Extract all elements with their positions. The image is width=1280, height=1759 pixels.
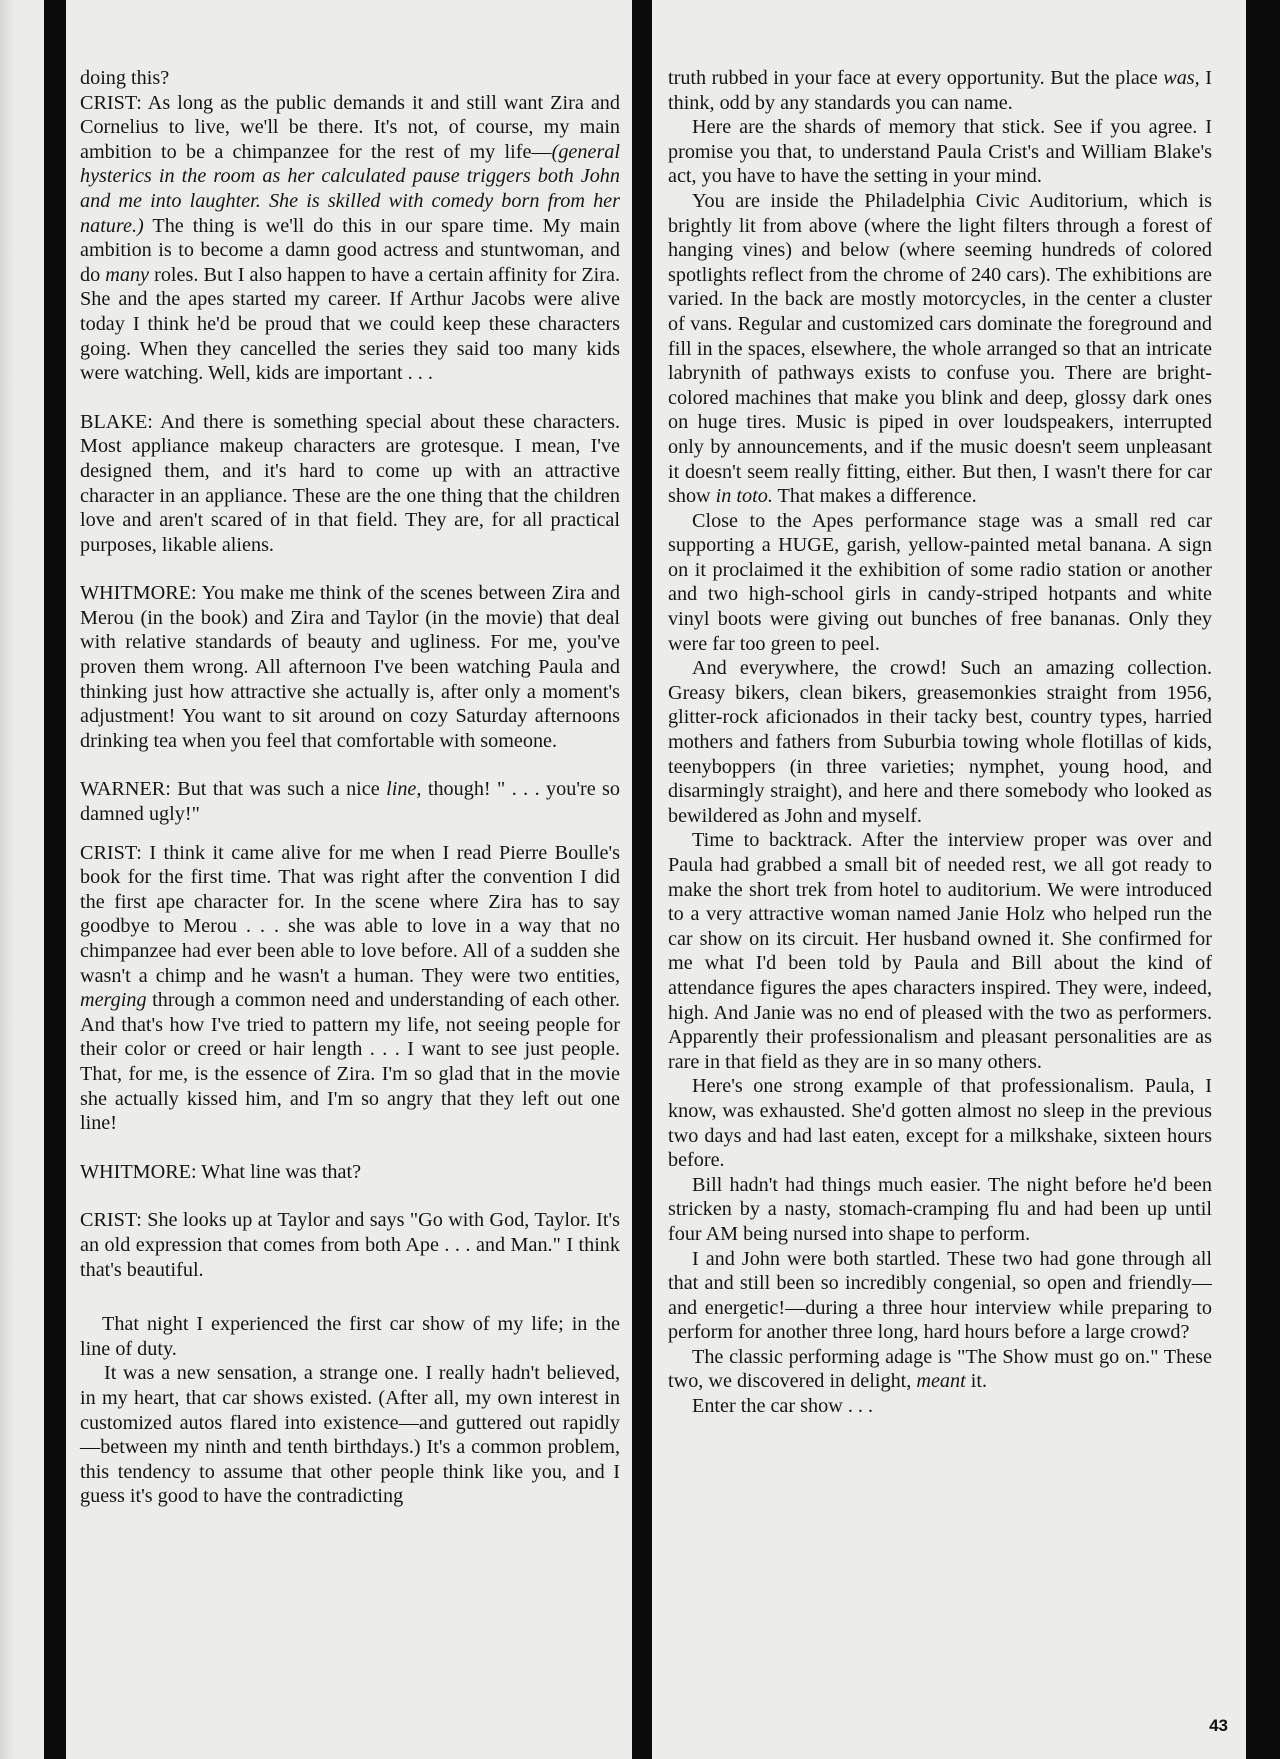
paragraph-new-sensation: It was a new sensation, a strange one. I really hadn't believed, in my heart, that car shows existed. (After all, my own interest in customized autos flared into existence—and guttered out rapidly—between my ninth and tenth birthdays.) It's a common problem, this tendency to assume that other people think like you, and I guess it's good to have the contradicting (80, 1362, 620, 1508)
paragraph-professionalism: Here's one strong example of that professionalism. Paula, I know, was exhausted. She'd gotten almost no sleep in the previous two days and had last eaten, except for a milkshake, sixteen hours before. (668, 1075, 1212, 1172)
paragraph: doing this? (80, 67, 170, 89)
paragraph-crowd: And everywhere, the crowd! Such an amazing collection. Greasy bikers, clean bikers, greasemonkies straight from 1956, glitter-rock aficionados in their tacky best, country types, harried mothers and fathers from Suburbia towing whole flotillas of kids, teenyboppers (in three varieties; nymphet, young hood, and disarmingly straight), and here and there somebody who looked as bewildered as John and myself. (668, 657, 1212, 827)
right-text-column (668, 66, 1212, 1419)
paragraph-banana-car: Close to the Apes performance stage was a small red car supporting a HUGE, garish, yellow-painted metal banana. A sign on it proclaimed it the exhibition of some radio station or another and two high-school girls in candy-striped hotpants and white vinyl boots were giving out bunches of free bananas. Only they were far too green to peel. (668, 509, 1212, 655)
left-text-column (80, 66, 620, 1509)
center-black-divider (632, 0, 652, 1759)
right-black-border (1246, 0, 1280, 1759)
paragraph-crist-boulle: CRIST: I think it came alive for me when I read Pierre Boulle's book for the first time. That was right after the convention I did the first ape character for. In the scene where Zira has to say goodbye to Merou . . . she was able to love in a way that no chimpanzee had ever been able to love before. All of a sudden she wasn't a chimp and he wasn't a human. They were two entities, merging through a common need and understanding of each other. And that's how I've tried to pattern my life, not seeing people for their color or creed or hair length . . . I want to see just people. That, for me, is the essence of Zira. I'm so glad that in the movie she actually kissed him, and I'm so angry that they left out one line! (80, 841, 620, 1135)
paragraph-shards-of-memory: Here are the shards of memory that stick. See if you agree. I promise you that, to understand Paula Crist's and William Blake's act, you have to have the setting in your mind. (668, 116, 1212, 188)
paragraph-crist-ambition: CRIST: As long as the public demands it and still want Zira and Cornelius to live, we'll be there. It's not, of course, my main ambition to be a chimpanzee for the rest of my life—(general hysterics in the room as her calculated pause triggers both John and me into laughter. She is skilled with comedy born from her nature.) The thing is we'll do this in our spare time. My main ambition is to become a damn good actress and stuntwoman, and do many roles. But I also happen to have a certain affinity for Zira. She and the apes started my career. If Arthur Jacobs were alive today I think he'd be proud that we could keep these characters going. When they cancelled the series they said too many kids were watching. Well, kids are important . . . (80, 91, 620, 385)
paragraph-crist-quote: CRIST: She looks up at Taylor and says "Go with God, Taylor. It's an old expression that comes from both Ape . . . and Man." I think that's beautiful. (80, 1209, 620, 1281)
paragraph-bill-flu: Bill hadn't had things much easier. The night before he'd been stricken by a nasty, stomach-cramping flu and had been up until four AM being nursed into shape to perform. (668, 1173, 1212, 1245)
paragraph-truth-rubbed: truth rubbed in your face at every opportunity. But the place was, I think, odd by any standards you can name. (668, 67, 1212, 114)
paragraph-blake: BLAKE: And there is something special about these characters. Most appliance makeup characters are grotesque. I mean, I've designed them, and it's hard to come up with an attractive character in an appliance. These are the one thing that the children love and aren't scared of in that field. They are, for all practical purposes, likable aliens. (80, 410, 620, 556)
paragraph-warner: WARNER: But that was such a nice line, though! " . . . you're so damned ugly!" (80, 778, 621, 826)
page-edge-shadow (0, 0, 14, 1759)
paragraph-show-must-go-on: The classic performing adage is "The Show must go on." These two, we discovered in delight, meant it. (668, 1345, 1212, 1393)
paragraph-enter-car-show: Enter the car show . . . (692, 1395, 874, 1418)
paragraph-car-show-intro: That night I experienced the first car show of my life; in the line of duty. (80, 1313, 620, 1360)
paragraph-startled: I and John were both startled. These two had gone through all that and still been so incredibly congenial, so open and friendly—and energetic!—during a three hour interview while preparing to perform for another three long, hard hours before a large crowd? (668, 1247, 1212, 1344)
paragraph-whitmore-question: WHITMORE: What line was that? (80, 1160, 362, 1183)
page-number: 43 (1209, 1716, 1228, 1735)
paragraph-civic-auditorium: You are inside the Philadelphia Civic Auditorium, which is brightly lit from above (where the light filters through a forest of hanging vines) and below (where seeming hundreds of colored spotlights reflect from the chrome of 240 cars). The exhibitions are varied. In the back are mostly motorcycles, in the center a cluster of vans. Regular and customized cars dominate the foreground and fill in the spaces, elsewhere, the whole arranged so that an intricate labrynith of pathways exists to confuse you. There are bright-colored machines that make you blink and deep, glossy dark ones on huge tires. Music is piped in over loudspeakers, interrupted only by announcements, and if the music doesn't seem unpleasant it doesn't seem really fitting, either. But then, I wasn't there for car show in toto. That makes a difference. (668, 189, 1212, 508)
paragraph-whitmore: WHITMORE: You make me think of the scenes between Zira and Merou (in the book) and Zira and Taylor (in the movie) that deal with relative standards of beauty and ugliness. For me, you've proven them wrong. All afternoon I've been watching Paula and thinking just how attractive she actually is, after only a moment's adjustment! You want to sit around on cozy Saturday afternoons drinking tea when you feel that comfortable with someone. (80, 582, 620, 752)
paragraph-backtrack: Time to backtrack. After the interview proper was over and Paula had grabbed a small bit of needed rest, we all got ready to make the short trek from hotel to auditorium. We were introduced to a very attractive woman named Janie Holz who helped run the car show on its circuit. Her husband owned it. She confirmed for me what I'd been told by Paula and Bill about the kind of attendance figures the apes characters inspired. They were, indeed, high. And Janie was no end of pleased with the two as performers. Apparently their professionalism and pleasant personalities are as rare in that field as they are in so many others. (668, 829, 1212, 1073)
left-black-border (44, 0, 66, 1759)
